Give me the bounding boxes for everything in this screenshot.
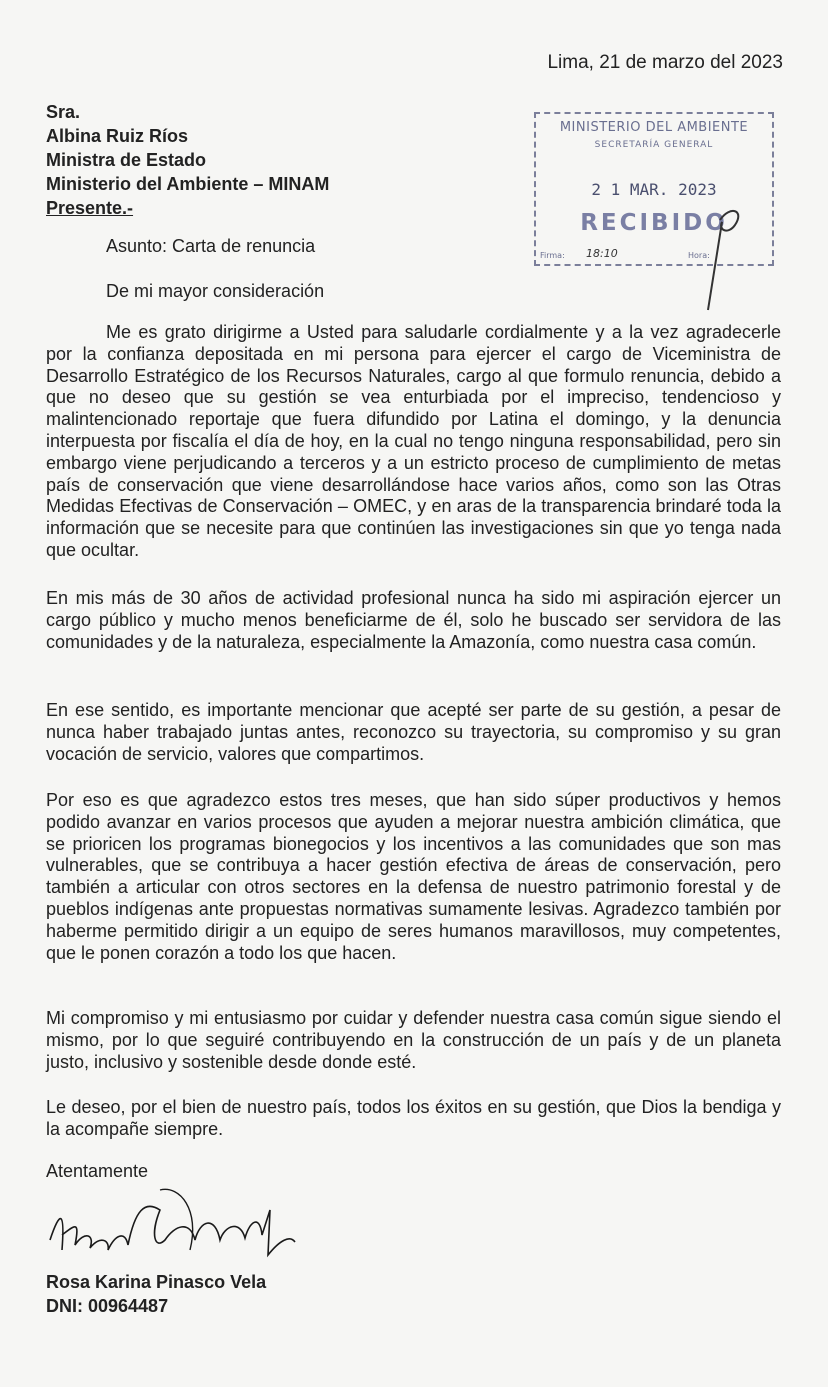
body-paragraph-6: Le deseo, por el bien de nuestro país, todos los éxitos en su gestión, que Dios la bendiga y la acompañe siempre.	[46, 1097, 781, 1139]
letter-subject: Asunto: Carta de renuncia	[106, 236, 316, 256]
signer-dni: DNI: 00964487	[46, 1296, 169, 1316]
letter-date: Lima, 21 de marzo del 2023	[547, 52, 783, 73]
body-paragraph-5: Mi compromiso y mi entusiasmo por cuidar y defender nuestra casa común sigue siendo el mismo, por lo que seguiré contribuyendo en la construcción de un país y de un planeta justo, inclusivo y sostenible desde donde esté.	[46, 1008, 781, 1072]
signer-block	[46, 1270, 266, 1318]
body-paragraph-4: Por eso es que agradezco estos tres meses, que han sido súper productivos y hemos podido avanzar en varios procesos que ayuden a mejorar nuestra ambición climática, que se prioricen los programas bionegocios y los incentivos a las comunidades que son mas vulnerables, que se contribuya a hacer gestión efectiva de áreas de conservación, pero también a articular con otros sectores en la defensa de nuestro patrimonio forestal y de pueblos indígenas ante propuestas normativas sumamente lesivas. Agradezco también por haberme permitido dirigir a un equipo de seres humanos maravillosos, muy competentes, que le ponen corazón a todo los que hacen.	[46, 790, 781, 963]
letter-greeting: De mi mayor consideración	[106, 281, 325, 301]
body-paragraph-1: Me es grato dirigirme a Usted para saludarle cordialmente y a la vez agradecerle por la confianza depositada en mi persona para ejercer el cargo de Viceministra de Desarrollo Estratégico de los Recursos Naturales, cargo al que formulo renuncia, debido a que no deseo que su gestión se vea enturbiada por el impreciso, tendencioso y malintencionado reportaje que fuera difundido por Latina el domingo, y la denuncia interpuesta por fiscalía el día de hoy, en la cual no tengo ninguna responsabilidad, pero sin embargo viene perjudicando a terceros y a un estricto proceso de cumplimiento de metas país de conservación que viene desarrollándose hace varios años, como son las Otras Medidas Efectivas de Conservación – OMEC, y en aras de la transparencia brindaré toda la información que se necesite para que continúen las investigaciones sin que yo tenga nada que ocultar.	[46, 322, 781, 560]
stamp-ministry: MINISTERIO DEL AMBIENTE	[559, 120, 749, 135]
stamp-status: RECIBIDO	[580, 210, 728, 236]
recipient-salutation: Sra.	[46, 102, 81, 122]
body-paragraph-3: En ese sentido, es importante mencionar que acepté ser parte de su gestión, a pesar de nunca haber trabajado juntas antes, reconozco su trayectoria, su compromiso y su gran vocación de servicio, valores que compartimos.	[46, 700, 781, 764]
stamp-hora-label: Hora:	[688, 251, 710, 260]
signature-icon	[40, 1180, 300, 1280]
letter-closing: Atentamente	[46, 1161, 149, 1181]
recipient-presente: Presente.-	[46, 198, 134, 218]
recipient-org: Ministerio del Ambiente – MINAM	[46, 174, 330, 194]
signer-name: Rosa Karina Pinasco Vela	[46, 1272, 267, 1292]
stamp-firma-label: Firma:	[540, 251, 565, 260]
body-paragraph-2: En mis más de 30 años de actividad profesional nunca ha sido mi aspiración ejercer un cargo público y mucho menos beneficiarme de él, solo he buscado ser servidora de las comunidades y de la naturaleza, especialmente la Amazonía, como nuestra casa común.	[46, 588, 781, 652]
stamp-department: SECRETARÍA GENERAL	[594, 140, 714, 150]
recipient-name: Albina Ruiz Ríos	[46, 126, 189, 146]
recipient-block	[46, 100, 329, 220]
recipient-title: Ministra de Estado	[46, 150, 207, 170]
stamp-firma-value: 18:10	[586, 247, 618, 260]
stamp-date: 2 1 MAR. 2023	[591, 180, 717, 199]
stamp-pen-mark-icon	[690, 200, 750, 320]
